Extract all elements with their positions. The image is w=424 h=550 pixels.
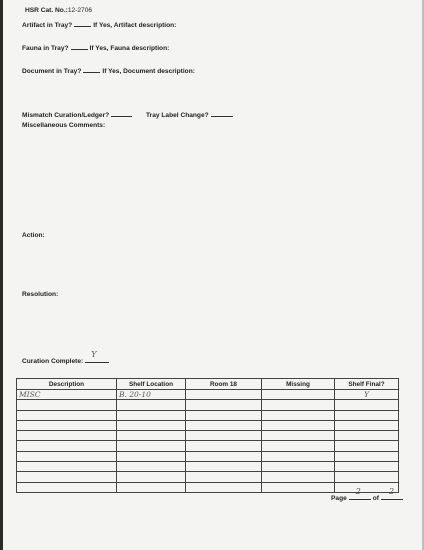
table-row: [17, 462, 399, 472]
table-cell: [335, 472, 399, 482]
table-cell: [17, 441, 117, 451]
column-header: Shelf Final?: [335, 379, 399, 390]
table-cell: [335, 431, 399, 441]
table-cell: [17, 462, 117, 472]
table-cell: [335, 420, 399, 430]
page-number-line: [349, 487, 371, 500]
table-cell: B. 20-10: [117, 390, 186, 400]
table-cell: [117, 462, 186, 472]
table-cell: [335, 451, 399, 461]
tray-label-row: [146, 109, 235, 119]
table-row: [17, 390, 399, 400]
artifact-description-label: If Yes, Artifact description:: [93, 22, 177, 29]
table-cell: [186, 400, 262, 410]
tray-label-change-label: Tray Label Change?: [146, 112, 209, 119]
table-cell: Y: [335, 390, 399, 400]
artifact-row: [22, 19, 176, 29]
table-row: [17, 400, 399, 410]
table-cell: [17, 431, 117, 441]
tray-label-answer-line: [211, 109, 233, 117]
table-cell: [262, 431, 335, 441]
table-cell: [186, 472, 262, 482]
mismatch-label: Mismatch Curation/Ledger?: [22, 112, 110, 119]
column-header: Description: [17, 379, 117, 390]
column-header: Missing: [262, 379, 335, 390]
table-cell: [262, 441, 335, 451]
fauna-answer-line: [71, 42, 88, 50]
table-cell: [262, 410, 335, 420]
table-cell: [117, 472, 186, 482]
fauna-description-label: If Yes, Fauna description:: [89, 45, 170, 52]
inventory-table: [16, 378, 399, 493]
artifact-question: Artifact in Tray?: [22, 22, 73, 29]
table-cell: [186, 410, 262, 420]
catalog-number-label: HSR Cat. No.:: [25, 7, 68, 14]
table-cell: [117, 420, 186, 430]
table-cell: [17, 410, 117, 420]
table-cell: [262, 451, 335, 461]
table-header-row: [17, 379, 399, 390]
table-cell: [262, 420, 335, 430]
table-cell: [262, 400, 335, 410]
table-cell: [186, 441, 262, 451]
curation-complete-line: [85, 350, 109, 363]
page-label: Page: [331, 495, 347, 502]
page-number: [331, 487, 405, 502]
document-row: [22, 65, 195, 75]
table-row: [17, 451, 399, 461]
table-cell: [262, 462, 335, 472]
table-cell: [117, 410, 186, 420]
table-cell: [335, 410, 399, 420]
table-cell: [262, 472, 335, 482]
fauna-question: Fauna in Tray?: [22, 45, 69, 52]
column-header: Shelf Location: [117, 379, 186, 390]
table-cell: [17, 420, 117, 430]
mismatch-answer-line: [111, 109, 132, 117]
table-cell: [117, 482, 186, 492]
table-cell: [186, 451, 262, 461]
table-row: [17, 482, 399, 492]
resolution-label: Resolution:: [22, 291, 59, 298]
document-description-label: If Yes, Document description:: [102, 68, 195, 75]
table-cell: [186, 390, 262, 400]
curation-complete-value: Y: [91, 350, 97, 359]
table-cell: [117, 431, 186, 441]
table-cell: [117, 441, 186, 451]
table-row: [17, 472, 399, 482]
page-total-value: 2: [389, 487, 395, 496]
table-cell: [335, 441, 399, 451]
document-question: Document in Tray?: [22, 68, 82, 75]
comments-label: Miscellaneous Comments:: [22, 122, 106, 129]
curation-complete-label: Curation Complete:: [22, 358, 84, 365]
of-label: of: [372, 495, 379, 502]
table-cell: [17, 472, 117, 482]
table-cell: [17, 451, 117, 461]
artifact-answer-line: [74, 19, 91, 27]
table-row: [17, 441, 399, 451]
table-cell: [262, 482, 335, 492]
table-row: [17, 420, 399, 430]
table-row: [17, 410, 399, 420]
page-number-value: 2: [355, 487, 361, 496]
table-cell: [17, 400, 117, 410]
table-cell: [186, 482, 262, 492]
table-cell: [335, 400, 399, 410]
document-answer-line: [83, 65, 100, 73]
table-cell: [186, 462, 262, 472]
column-header: Room 18: [186, 379, 262, 390]
table-row: [17, 431, 399, 441]
table-cell: [262, 390, 335, 400]
table-cell: [186, 431, 262, 441]
mismatch-row: [22, 109, 134, 119]
table-cell: [186, 420, 262, 430]
action-label: Action:: [22, 232, 45, 239]
table-cell: [17, 482, 117, 492]
curation-complete-row: [22, 350, 111, 365]
table-cell: [335, 462, 399, 472]
table-cell: MISC: [17, 390, 117, 400]
table-cell: [117, 400, 186, 410]
catalog-number: [25, 7, 92, 14]
page-total-line: [381, 487, 403, 500]
fauna-row: [22, 42, 169, 52]
catalog-number-value: 12-2706: [67, 7, 93, 14]
table-cell: [117, 451, 186, 461]
